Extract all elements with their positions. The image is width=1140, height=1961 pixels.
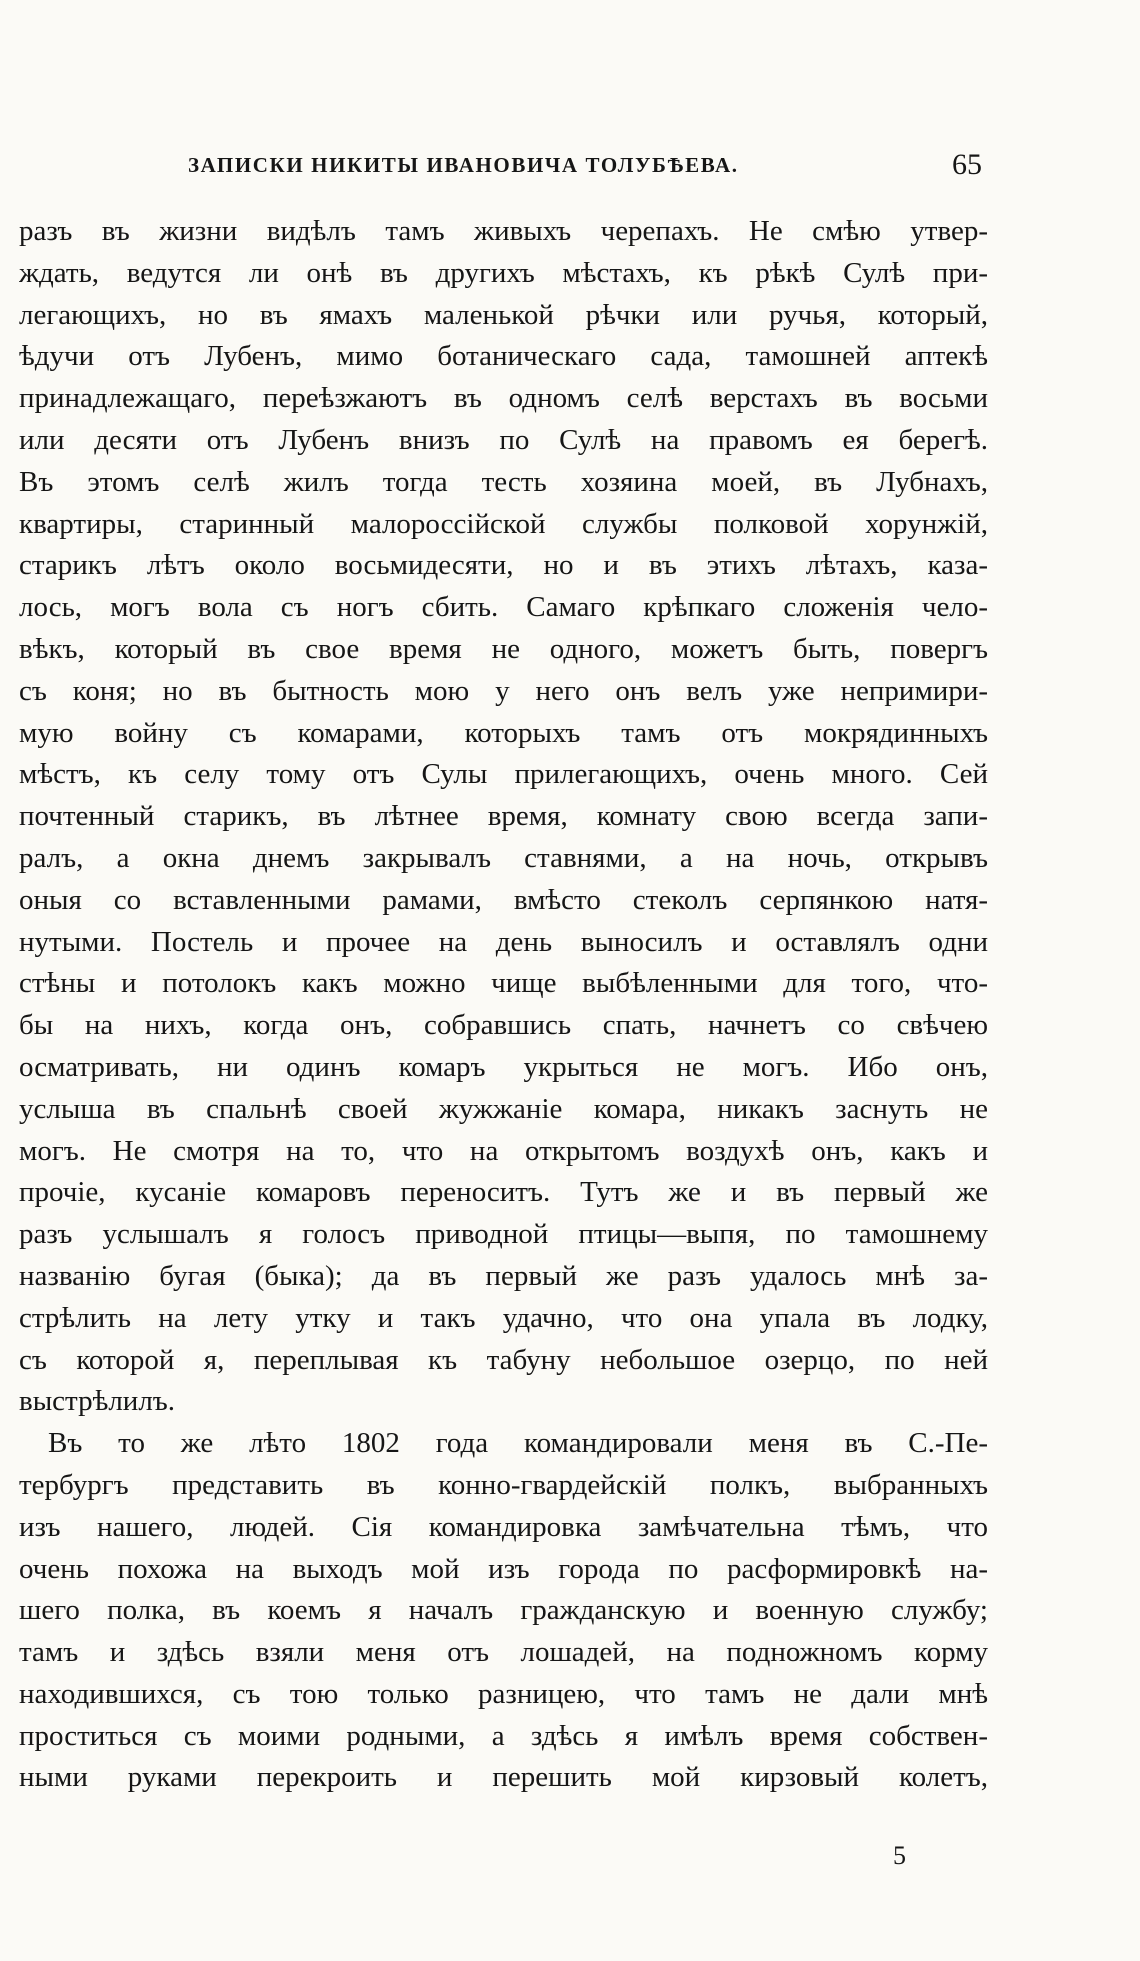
text-line: принадлежащаго, переѣзжаютъ въ одномъ селѣ верстахъ въ восьми [19, 382, 988, 415]
text-line: бы на нихъ, когда онъ, собравшись спать, начнетъ со свѣчею [19, 1009, 988, 1042]
text-line: тербургъ представить въ конно-гвардейскій полкъ, выбранныхъ [19, 1468, 988, 1501]
text-line: съ коня; но въ бытность мою у него онъ велъ уже непримири- [19, 674, 988, 707]
text-line: нутыми. Постель и прочее на день выносилъ и оставлялъ одни [19, 925, 988, 958]
text-line: проститься съ моими родными, а здѣсь я имѣлъ время собствен- [19, 1719, 988, 1752]
text-line: шего полка, въ коемъ я началъ гражданскую и военную службу; [19, 1594, 988, 1627]
signature-mark: 5 [893, 1841, 906, 1870]
text-line: находившихся, съ тою только разницею, что тамъ не дали мнѣ [19, 1677, 988, 1710]
text-line: вѣкъ, который въ свое время не одного, можетъ быть, повергъ [19, 632, 988, 665]
text-line: почтенный старикъ, въ лѣтнее время, комнату свою всегда запи- [19, 800, 988, 833]
text-line: могъ. Не смотря на то, что на открытомъ воздухѣ онъ, какъ и [19, 1134, 988, 1167]
text-line: ѣдучи отъ Лубенъ, мимо ботаническаго сада, тамошней аптекѣ [19, 340, 988, 373]
text-line: названію бугая (быка); да въ первый же разъ удалось мнѣ за- [19, 1259, 988, 1292]
paragraph [19, 211, 988, 1423]
text-line: разъ услышалъ я голосъ приводной птицы—выпя, по тамошнему [19, 1218, 988, 1251]
text-line: мѣстъ, къ селу тому отъ Сулы прилегающихъ, очень много. Сей [19, 758, 988, 791]
text-line: легающихъ, но въ ямахъ маленькой рѣчки или ручья, который, [19, 298, 988, 331]
text-line: ждать, ведутся ли онѣ въ другихъ мѣстахъ, къ рѣкѣ Сулѣ при- [19, 256, 988, 289]
text-line: ными руками перекроить и перешить мой кирзовый колетъ, [19, 1761, 988, 1794]
paragraph [19, 1423, 988, 1799]
text-line: прочіе, кусаніе комаровъ переноситъ. Тутъ же и въ первый же [19, 1176, 988, 1209]
text-line: мую войну съ комарами, которыхъ тамъ отъ мокрядинныхъ [19, 716, 988, 749]
text-line: старикъ лѣтъ около восьмидесяти, но и въ этихъ лѣтахъ, каза- [19, 549, 988, 582]
body-text [19, 211, 988, 1799]
text-line: съ которой я, переплывая къ табуну небольшое озерцо, по ней [19, 1343, 988, 1376]
text-line: Въ то же лѣто 1802 года командировали меня въ С.-Пе- [48, 1427, 988, 1460]
text-line: выстрѣлилъ. [19, 1385, 176, 1418]
page-number: 65 [952, 148, 982, 181]
text-line: оныя со вставленными рамами, вмѣсто стеколъ серпянкою натя- [19, 883, 988, 916]
text-line: разъ въ жизни видѣлъ тамъ живыхъ черепахъ. Не смѣю утвер- [19, 215, 988, 247]
text-line: квартиры, старинный малороссійской службы полковой хорунжій, [19, 507, 988, 540]
text-line: стрѣлить на лету утку и такъ удачно, что она упала въ лодку, [19, 1301, 988, 1334]
text-line: очень похожа на выходъ мой изъ города по расформировкѣ на- [19, 1552, 988, 1585]
text-line: стѣны и потолокъ какъ можно чище выбѣленными для того, что- [19, 967, 988, 1000]
text-line: услыша въ спальнѣ своей жужжаніе комара, никакъ заснуть не [19, 1092, 988, 1125]
text-line: ралъ, а окна днемъ закрывалъ ставнями, а на ночь, открывъ [19, 841, 988, 874]
running-head: ЗАПИСКИ НИКИТЫ ИВАНОВИЧА ТОЛУБѢЕВА. [188, 153, 739, 177]
text-line: тамъ и здѣсь взяли меня отъ лошадей, на подножномъ корму [19, 1636, 988, 1669]
text-line: изъ нашего, людей. Сія командировка замѣчательна тѣмъ, что [19, 1510, 988, 1543]
text-line: лось, могъ вола съ ногъ сбить. Самаго крѣпкаго сложенія чело- [19, 591, 988, 624]
text-line: или десяти отъ Лубенъ внизъ по Сулѣ на правомъ ея берегѣ. [19, 423, 988, 456]
text-line: осматривать, ни одинъ комаръ укрыться не могъ. Ибо онъ, [19, 1050, 988, 1083]
text-line: Въ этомъ селѣ жилъ тогда тесть хозяина моей, въ Лубнахъ, [19, 465, 988, 498]
